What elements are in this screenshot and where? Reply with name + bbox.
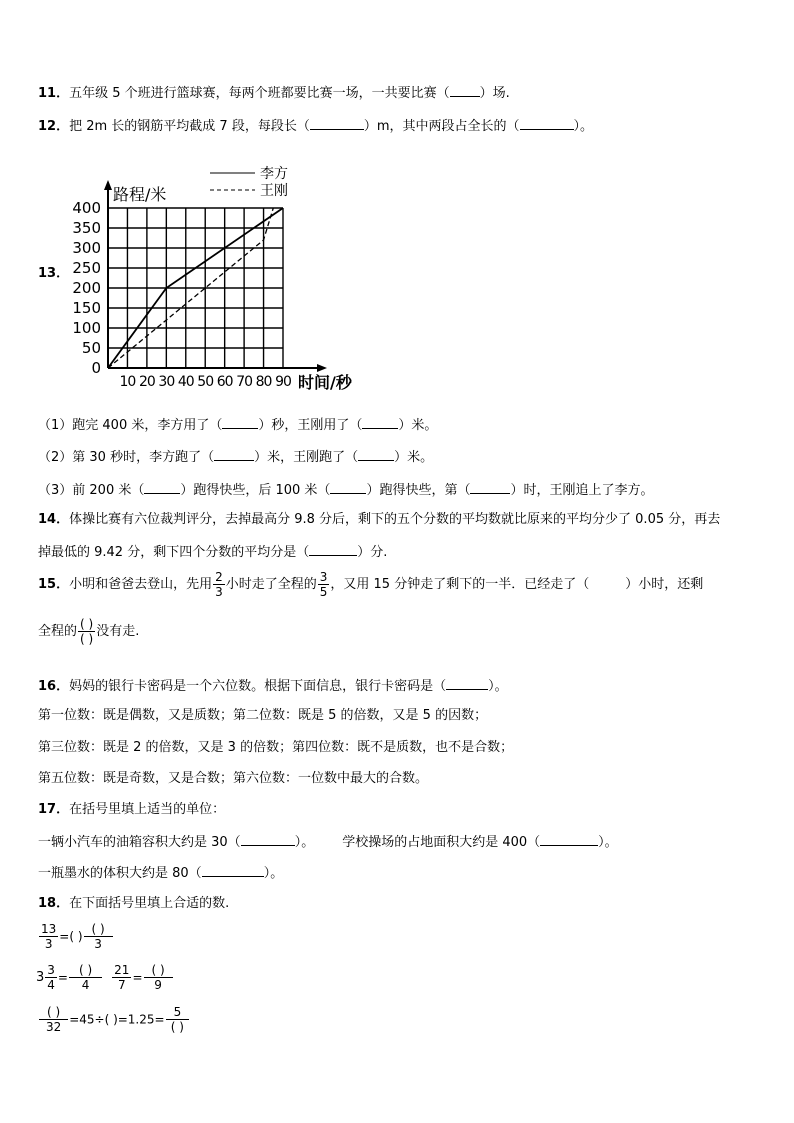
chart-grid: [108, 208, 283, 368]
x-tick-label: 60: [216, 374, 233, 390]
x-axis-label: 时间/秒: [298, 373, 352, 392]
q14-text-end: ）分.: [357, 545, 388, 560]
question-12: [38, 117, 593, 135]
y-axis-label: 路程/米: [113, 185, 167, 204]
q12-text: 把 2m 长的钢筋平均截成 7 段，每段长（: [69, 119, 310, 134]
q11-number: 11．: [38, 86, 70, 101]
q13-sub2: [38, 448, 433, 466]
question-11: [38, 84, 510, 102]
q16-answer-blank[interactable]: [446, 677, 488, 690]
q18-r3-answer-den[interactable]: ( ): [170, 1020, 184, 1034]
q18-r1-answer-num[interactable]: ( ): [84, 922, 113, 937]
x-axis-arrow: [317, 364, 327, 372]
q15-fraction-2-den: 5: [319, 585, 328, 599]
q18-r1-den: 3: [44, 937, 53, 951]
q13-sub2-text: （2）第 30 秒时，李方跑了（: [38, 450, 215, 465]
q18-r2-num: 3: [47, 963, 55, 977]
question-15-line2: [38, 617, 139, 647]
q18-r2-answer-den: 4: [81, 978, 90, 992]
q18-r2b-num: 21: [114, 963, 130, 977]
q18-r3-fraction[interactable]: [39, 1005, 68, 1034]
y-tick-label: 50: [81, 339, 101, 357]
q18-r2-whole: 3: [36, 970, 45, 985]
q18-number: 18．: [38, 896, 70, 911]
q15-text-a: 小明和爸爸去登山，先用: [69, 577, 213, 592]
y-tick-label: 0: [91, 359, 101, 377]
q15-fraction-2-num: 3: [319, 570, 328, 584]
x-tick-label: 40: [177, 374, 194, 390]
question-14-line2: [38, 543, 387, 561]
q11-text-end: ）场.: [479, 86, 510, 101]
q13-sub3: [38, 481, 653, 499]
q15-blank-fraction[interactable]: $\frac{( )}{( )}$: [80, 617, 94, 646]
q15-fraction-1-num: 2: [215, 570, 223, 584]
q18-row-2: [36, 963, 174, 992]
q14-text-line2: 掉最低的 9.42 分，剩下四个分数的平均分是（: [38, 545, 310, 560]
x-tick-label: 70: [236, 374, 253, 390]
q14-number: 14．: [38, 512, 70, 527]
q15-fraction-1: [213, 570, 225, 599]
q13-sub3-text-mid1: ）跑得快些，后 100 米（: [180, 483, 331, 498]
x-tick-label: 80: [255, 374, 272, 390]
q13-sub1-text-mid: ）秒，王刚用了（: [258, 418, 363, 433]
q18-r3-num[interactable]: ( ): [39, 1005, 68, 1020]
y-tick-label: 150: [72, 299, 101, 317]
q13-sub1-text-end: ）米。: [398, 418, 438, 433]
x-tick-label: 50: [197, 374, 214, 390]
x-tick-label: 20: [138, 374, 155, 390]
q18-r2-answer-num[interactable]: ( ): [69, 963, 102, 978]
question-17: [38, 802, 225, 818]
q17-b-end: ）。: [598, 835, 618, 850]
question-18: [38, 896, 229, 912]
x-tick-label: 10: [119, 374, 136, 390]
q18-r3-answer-num: 5: [166, 1005, 190, 1020]
q17-c-blank[interactable]: [202, 864, 264, 877]
q13-sub3-text: （3）前 200 米（: [38, 483, 145, 498]
q17-a-text: 一辆小汽车的油箱容积大约是 30（: [38, 835, 241, 850]
q18-r2b-eq: =: [132, 970, 143, 985]
q18-row-3: [38, 1005, 190, 1034]
q18-r1-eq[interactable]: =( ): [59, 929, 83, 944]
q13-sub3-text-mid2: ）跑得快些，第（: [366, 483, 471, 498]
q18-title: 在下面括号里填上合适的数.: [69, 896, 230, 911]
q18-r2b-den: 7: [117, 978, 126, 992]
q17-a-blank[interactable]: [241, 833, 295, 846]
q16-text-end: ）。: [488, 679, 508, 694]
q12-answer-blank-2[interactable]: [520, 117, 574, 130]
q15-text-line2: 全程的: [38, 624, 78, 639]
q13-sub3-blank-2[interactable]: [330, 481, 366, 494]
distance-time-chart: [60, 160, 380, 400]
x-tick-label: 90: [275, 374, 291, 390]
q13-sub1-text: （1）跑完 400 米，李方用了（: [38, 418, 223, 433]
q13-sub3-text-end: ）时，王刚追上了李方。: [510, 483, 654, 498]
q18-r2-answer-fraction[interactable]: [69, 963, 102, 992]
q18-r2b-fraction: [112, 963, 131, 992]
q13-sub1: [38, 416, 437, 434]
q13-sub1-blank-1[interactable]: [222, 416, 258, 429]
y-tick-label: 400: [72, 199, 101, 217]
q18-r1-fraction: [39, 922, 58, 951]
legend-label-王刚: 王刚: [260, 183, 288, 199]
q17-row-1: [38, 833, 618, 851]
q16-clue-3: 第五位数：既是奇数，又是合数；第六位数：一位数中最大的合数。: [38, 771, 429, 786]
q15-text-d: ）小时，还剩: [625, 577, 704, 592]
q16-text: 妈妈的银行卡密码是一个六位数。根据下面信息，银行卡密码是（: [69, 679, 447, 694]
chart-axes: [104, 180, 327, 372]
q13-sub3-blank-3[interactable]: [470, 481, 510, 494]
q15-fraction-1-den: 3: [215, 585, 223, 599]
question-16: [38, 677, 508, 695]
q18-r2-eq: =: [57, 970, 68, 985]
y-tick-label: 250: [72, 259, 101, 277]
q13-sub2-text-mid: ）米，王刚跑了（: [254, 450, 359, 465]
question-14: [38, 512, 720, 528]
q13-sub2-blank-2[interactable]: [358, 448, 394, 461]
q14-text-line1: 体操比赛有六位裁判评分，去掉最高分 9.8 分后，剩下的五个分数的平均数就比原来的平均分少了 0.05 分，再去: [69, 512, 721, 527]
q15-text-end: 没有走.: [96, 624, 140, 639]
q17-b-blank[interactable]: [540, 833, 598, 846]
q18-r3-den: 32: [45, 1020, 62, 1034]
q12-answer-blank-1[interactable]: [310, 117, 364, 130]
q13-sub3-blank-1[interactable]: [144, 481, 180, 494]
q11-answer-blank[interactable]: [450, 84, 480, 97]
q18-r2b-answer-den: 9: [154, 978, 162, 992]
q18-r1-answer-den: 3: [94, 937, 102, 951]
y-tick-label: 350: [72, 219, 101, 237]
y-tick-label: 300: [72, 239, 101, 257]
q16-clue-2: 第三位数：既是 2 的倍数，又是 3 的倍数；第四位数：既不是质数，也不是合数；: [38, 740, 514, 755]
q13-sub1-blank-2[interactable]: [362, 416, 398, 429]
q15-number: 15．: [38, 577, 70, 592]
q15-text-c: ，又用 15 分钟走了剩下的一半．已经走了（: [330, 577, 590, 592]
q18-r3-mid[interactable]: =45÷( )=1.25=: [69, 1012, 165, 1027]
y-tick-label: 100: [72, 319, 101, 337]
q18-r2b-answer-fraction[interactable]: [144, 963, 173, 992]
q12-text-mid: ）m，其中两段占全长的（: [363, 119, 520, 134]
q17-a-end: ）。: [294, 835, 315, 850]
q12-number: 12．: [38, 119, 70, 134]
y-axis-arrow: [104, 180, 112, 190]
q18-r2-den: 4: [47, 978, 55, 992]
legend-label-李方: 李方: [260, 166, 288, 182]
q11-text: 五年级 5 个班进行篮球赛，每两个班都要比赛一场，一共要比赛（: [69, 86, 450, 101]
q14-answer-blank[interactable]: [309, 543, 357, 556]
q17-c-text: 一瓶墨水的体积大约是 80（: [38, 866, 202, 881]
q15-text-b: 小时走了全程的: [225, 577, 317, 592]
q18-row-1: [38, 922, 114, 951]
q13-number: 13．: [38, 266, 70, 281]
q18-r1-num: 13: [41, 922, 57, 936]
question-15: [38, 570, 703, 600]
q17-c-end: ）。: [263, 866, 284, 881]
q13-sub2-text-end: ）米。: [394, 450, 434, 465]
q18-r3-answer-fraction[interactable]: [166, 1005, 190, 1034]
q16-clue-1: 第一位数：既是偶数，又是质数；第二位数：既是 5 的倍数，又是 5 的因数；: [38, 708, 488, 723]
q17-row-2: [38, 864, 283, 882]
q17-title: 在括号里填上适当的单位：: [69, 802, 226, 817]
q17-number: 17．: [38, 802, 70, 817]
q18-r2-fraction: [45, 963, 57, 992]
q17-b-text: 学校操场的占地面积大约是 400（: [342, 835, 541, 850]
q16-number: 16．: [38, 679, 70, 694]
q12-text-end: ）。: [573, 119, 594, 134]
q13-sub2-blank-1[interactable]: [214, 448, 254, 461]
y-tick-label: 200: [72, 279, 101, 297]
q18-r2b-answer-num[interactable]: ( ): [144, 963, 173, 978]
q15-fraction-2: [318, 570, 330, 599]
chart-legend: [210, 165, 288, 199]
q18-r1-answer-fraction[interactable]: [84, 922, 113, 951]
x-tick-label: 30: [158, 374, 175, 390]
